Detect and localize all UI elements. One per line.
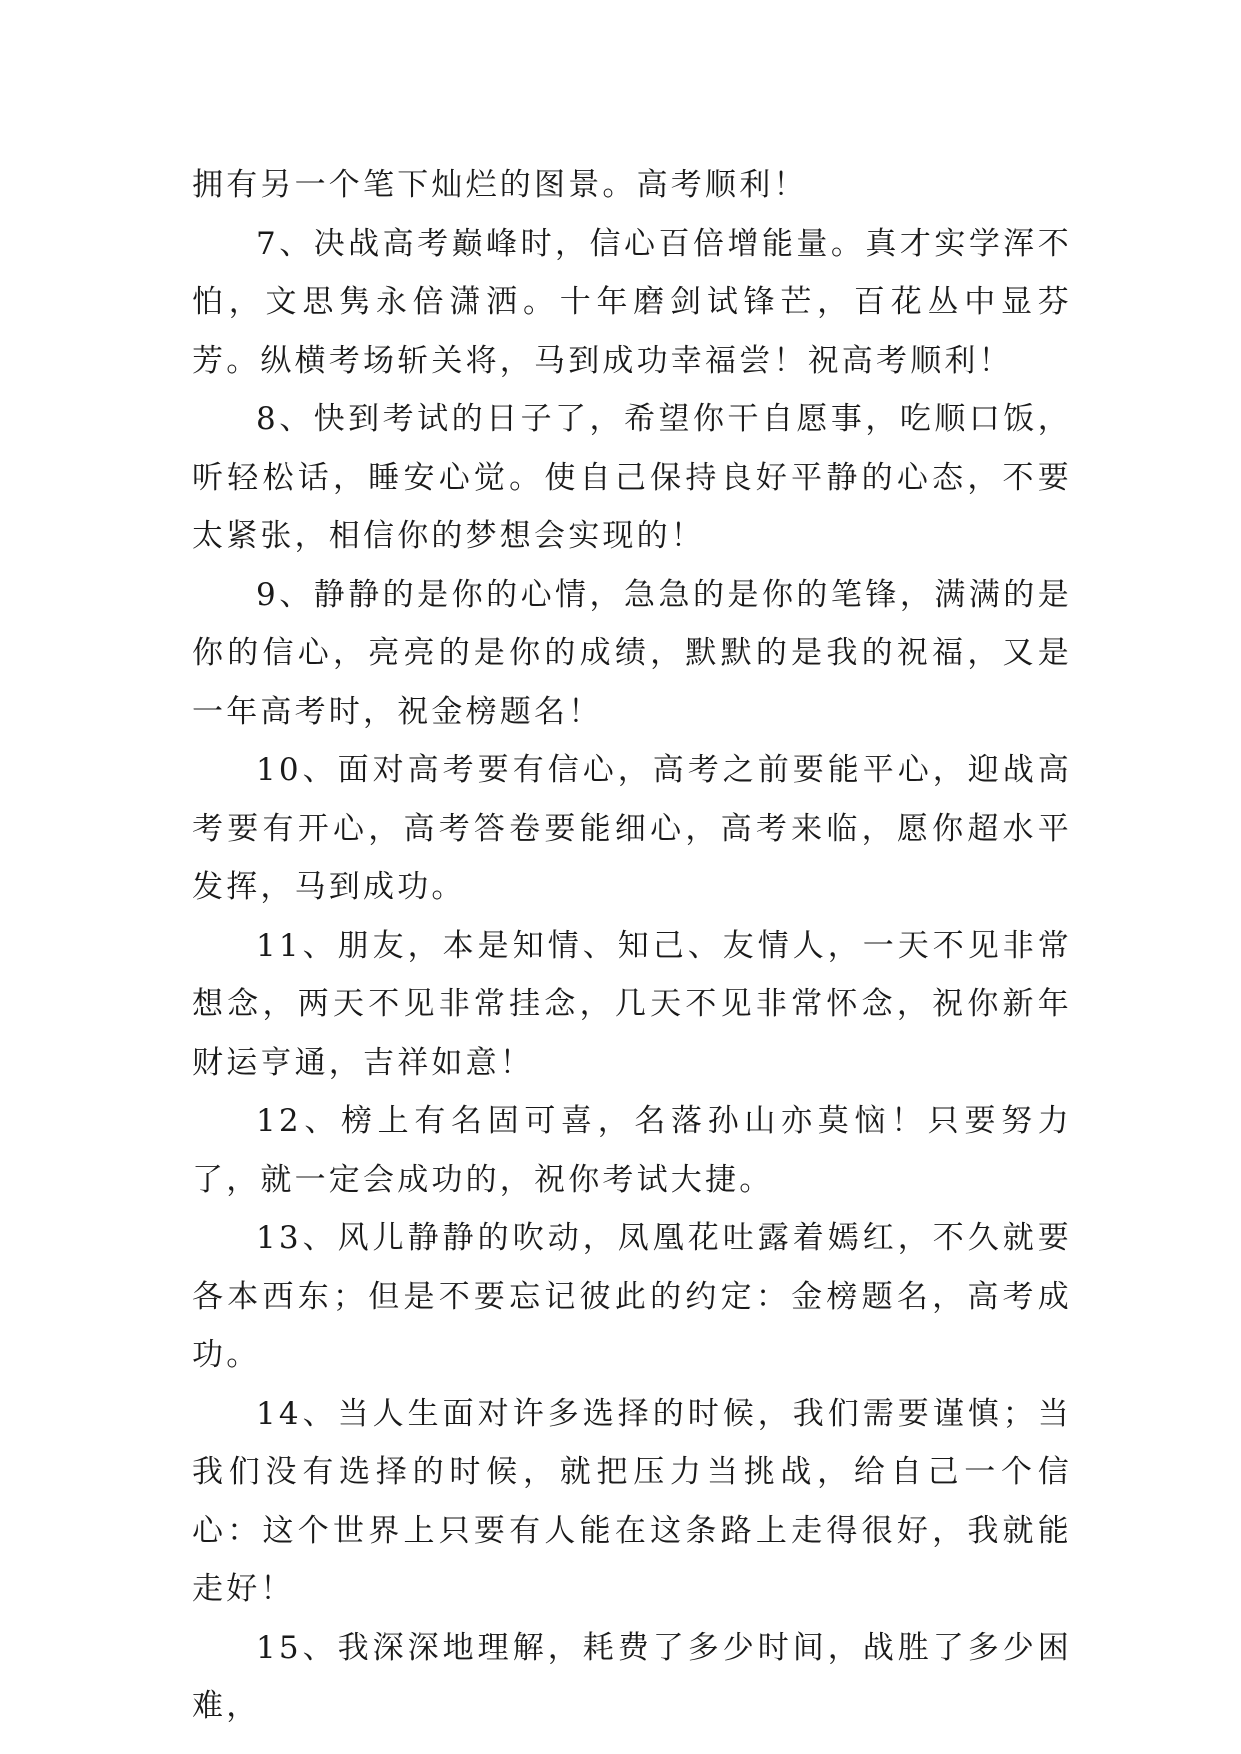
- paragraph-item-15: 15、我深深地理解，耗费了多少时间，战胜了多少困难，: [192, 1629, 1072, 1724]
- paragraph-item-10: 10、面对高考要有信心，高考之前要能平心，迎战高考要有开心，高考答卷要能细心，高考来临，愿你超水平发挥，马到成功。: [192, 752, 1072, 905]
- document-body: [192, 156, 1072, 1736]
- paragraph-item-11: 11、朋友，本是知情、知己、友情人，一天不见非常想念，两天不见非常挂念，几天不见非常怀念，祝你新年财运亨通，吉祥如意！: [192, 927, 1072, 1081]
- paragraph-item-14: 14、当人生面对许多选择的时候，我们需要谨慎；当我们没有选择的时候，就把压力当挑战，给自己一个信心：这个世界上只要有人能在这条路上走得很好，我就能走好！: [192, 1395, 1072, 1607]
- paragraph-item-8: 8、快到考试的日子了，希望你干自愿事，吃顺口饭，听轻松话，睡安心觉。使自己保持良好平静的心态，不要太紧张，相信你的梦想会实现的！: [192, 401, 1072, 554]
- paragraph-item-7: 7、决战高考巅峰时，信心百倍增能量。真才实学浑不怕，文思隽永倍潇洒。十年磨剑试锋芒，百花丛中显芬芳。纵横考场斩关将，马到成功幸福尝！祝高考顺利！: [192, 225, 1072, 379]
- paragraph-item-13: 13、风儿静静的吹动，凤凰花吐露着嫣红，不久就要各本西东；但是不要忘记彼此的约定：金榜题名，高考成功。: [192, 1220, 1072, 1373]
- paragraph-item-9: 9、静静的是你的心情，急急的是你的笔锋，满满的是你的信心，亮亮的是你的成绩，默默的是我的祝福，又是一年高考时，祝金榜题名！: [192, 576, 1072, 730]
- paragraph-item-12: 12、榜上有名固可喜，名落孙山亦莫恼！只要努力了，就一定会成功的，祝你考试大捷。: [192, 1103, 1072, 1198]
- paragraph-continuation: 拥有另一个笔下灿烂的图景。高考顺利！: [192, 167, 808, 203]
